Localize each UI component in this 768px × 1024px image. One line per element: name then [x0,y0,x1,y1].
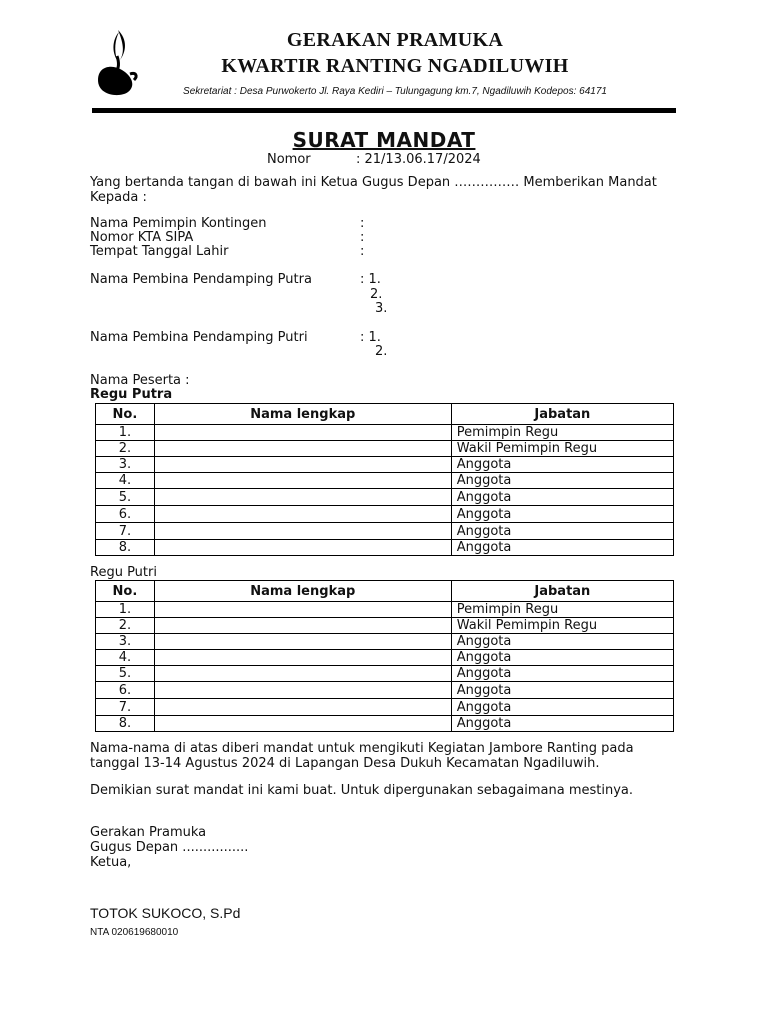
table-row [96,716,674,732]
table-row [96,682,674,699]
name-cell[interactable] [154,716,451,732]
field-colon: : [360,216,365,231]
nomor-value: : 21/13.06.17/2024 [356,152,481,167]
signature-gugus-depan: Gugus Depan ................ [90,840,249,855]
name-cell[interactable] [154,540,451,556]
position-cell: Anggota [451,666,673,682]
position-cell: Pemimpin Regu [451,602,673,618]
organization-name: GERAKAN PRAMUKA [286,29,504,51]
name-cell[interactable] [154,523,451,540]
regu-putra-heading: Regu Putra [90,387,173,402]
row-number: 7. [96,699,155,716]
row-number: 6. [96,682,155,699]
table-row [96,699,674,716]
table-row [96,634,674,650]
row-number: 8. [96,716,155,732]
position-cell: Anggota [451,540,673,556]
pembina-putri-label: Nama Pembina Pendamping Putri [90,330,308,345]
name-cell[interactable] [154,425,451,441]
pembina-putri-item: : 1. [360,330,381,345]
closing-paragraph: Demikian surat mandat ini kami buat. Untuk dipergunakan sebagaimana mestinya. [90,783,633,798]
position-cell: Wakil Pemimpin Regu [451,618,673,634]
table-row [96,473,674,489]
table-row [96,523,674,540]
letterhead-divider [92,108,676,113]
name-cell[interactable] [154,666,451,682]
position-cell: Anggota [451,634,673,650]
table-row [96,457,674,473]
name-cell[interactable] [154,473,451,489]
column-header-no: No. [96,581,155,602]
tunas-kelapa-logo-icon [92,26,140,98]
row-number: 4. [96,473,155,489]
pembina-putra-item: 3. [375,301,388,316]
field-label-pemimpin-kontingen: Nama Pemimpin Kontingen [90,216,267,231]
row-number: 2. [96,441,155,457]
column-header-jabatan: Jabatan [451,581,673,602]
table-row [96,666,674,682]
signer-name: TOTOK SUKOCO, S.Pd [90,905,241,921]
name-cell[interactable] [154,699,451,716]
table-row [96,540,674,556]
row-number: 3. [96,457,155,473]
name-cell[interactable] [154,682,451,699]
name-cell[interactable] [154,634,451,650]
row-number: 5. [96,666,155,682]
signature-organization: Gerakan Pramuka [90,825,207,840]
row-number: 6. [96,506,155,523]
pembina-putra-item: : 1. [360,272,381,287]
field-label-nomor-kta: Nomor KTA SIPA [90,230,194,245]
table-row [96,425,674,441]
name-cell[interactable] [154,602,451,618]
position-cell: Anggota [451,489,673,506]
row-number: 1. [96,425,155,441]
row-number: 8. [96,540,155,556]
name-cell[interactable] [154,441,451,457]
regu-putri-table [95,580,674,732]
row-number: 5. [96,489,155,506]
name-cell[interactable] [154,506,451,523]
table-row [96,650,674,666]
regu-putri-heading: Regu Putri [90,565,157,580]
table-row [96,506,674,523]
row-number: 4. [96,650,155,666]
nomor-label: Nomor [267,152,311,167]
pembina-putra-label: Nama Pembina Pendamping Putra [90,272,312,287]
peserta-label: Nama Peserta : [90,373,190,388]
pembina-putri-item: 2. [375,344,388,359]
name-cell[interactable] [154,650,451,666]
mandate-paragraph: Nama-nama di atas diberi mandat untuk mengikuti Kegiatan Jambore Ranting pada tanggal 13-14 Agustus 2024 di Lapangan Desa Dukuh Kecamatan Ngadiluwih. [90,741,634,771]
row-number: 3. [96,634,155,650]
secretariat-address: Sekretariat : Desa Purwokerto Jl. Raya Kediri – Tulungagung km.7, Ngadiluwih Kodepos: 64171 [183,86,607,97]
position-cell: Anggota [451,716,673,732]
position-cell: Anggota [451,650,673,666]
field-colon: : [360,230,365,245]
position-cell: Anggota [451,506,673,523]
row-number: 1. [96,602,155,618]
position-cell: Anggota [451,682,673,699]
name-cell[interactable] [154,618,451,634]
regu-putra-table [95,403,674,556]
position-cell: Wakil Pemimpin Regu [451,441,673,457]
name-cell[interactable] [154,489,451,506]
signer-nta: NTA 020619680010 [90,927,179,938]
organization-branch: KWARTIR RANTING NGADILUWIH [221,55,569,77]
column-header-nama: Nama lengkap [154,404,451,425]
position-cell: Pemimpin Regu [451,425,673,441]
table-row [96,489,674,506]
field-colon: : [360,244,365,259]
position-cell: Anggota [451,699,673,716]
name-cell[interactable] [154,457,451,473]
column-header-jabatan: Jabatan [451,404,673,425]
table-row [96,618,674,634]
intro-paragraph: Yang bertanda tangan di bawah ini Ketua Gugus Depan …………… Memberikan Mandat Kepada : [90,175,657,205]
table-row [96,602,674,618]
pembina-putra-item: 2. [370,287,383,302]
field-label-ttl: Tempat Tanggal Lahir [90,244,229,259]
signature-role: Ketua, [90,855,132,870]
table-row [96,441,674,457]
position-cell: Anggota [451,457,673,473]
column-header-nama: Nama lengkap [154,581,451,602]
position-cell: Anggota [451,523,673,540]
position-cell: Anggota [451,473,673,489]
row-number: 7. [96,523,155,540]
document-title: SURAT MANDAT [292,128,476,152]
column-header-no: No. [96,404,155,425]
row-number: 2. [96,618,155,634]
